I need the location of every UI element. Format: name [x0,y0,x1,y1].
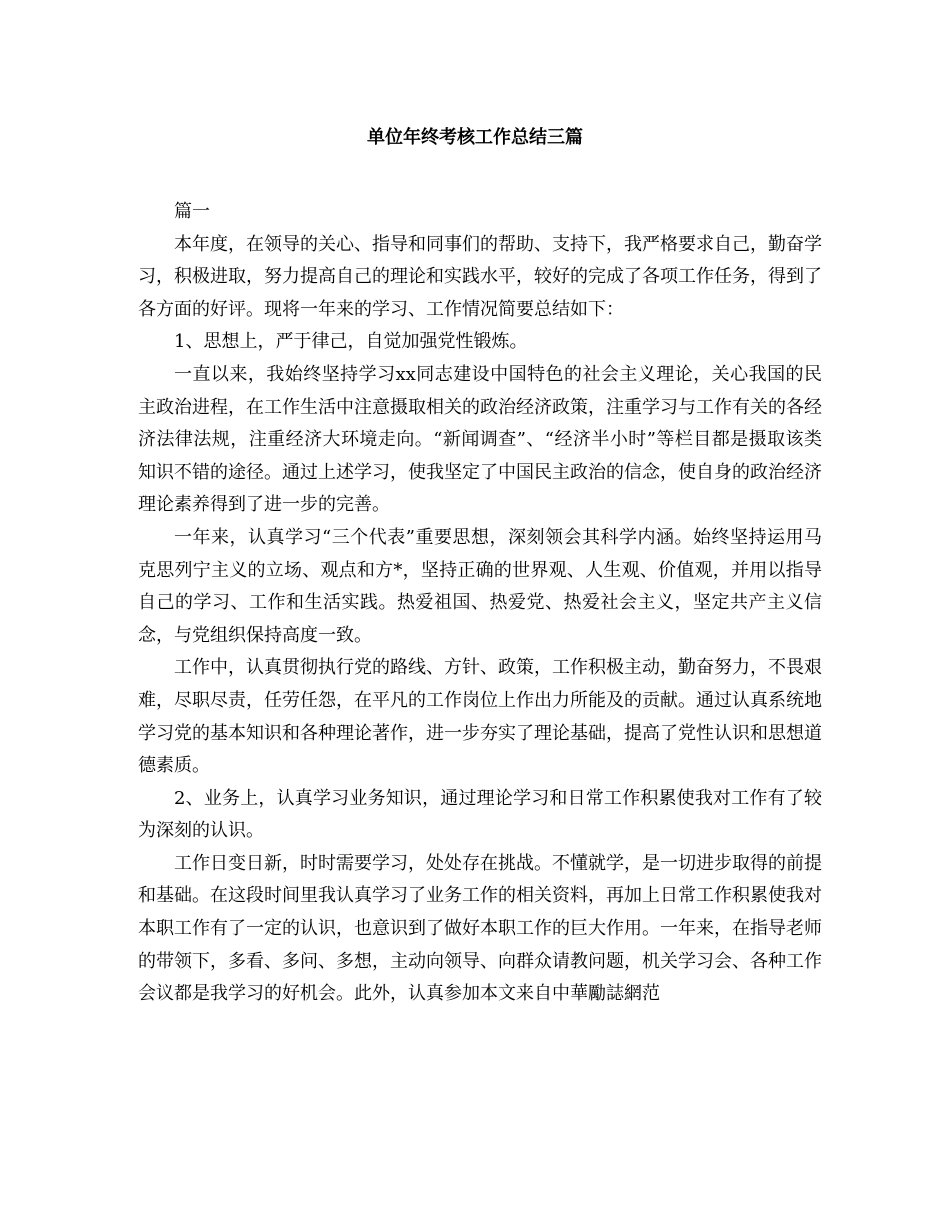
subsection-heading: 1、思想上，严于律己，自觉加强党性锻炼。 [174,331,528,353]
paragraph: 一直以来，我始终坚持学习xx同志建设中国特色的社会主义理论，关心我国的民主政治进程，在工作生活中注意摄取相关的政治经济政策，注重学习与工作有关的各经济法律法规，注重经济大环境走向。“新闻调查”、“经济半小时”等栏目都是摄取该类知识不错的途径。通过上述学习，使我坚定了中国民主政治的信念，使自身的政治经济理论素养得到了进一步的完善。 [138,363,822,516]
subsection-heading: 2、业务上，认真学习业务知识，通过理论学习和日常工作积累使我对工作有了较为深刻的认识。 [138,787,822,842]
document-body [138,196,822,1011]
document-title: 单位年终考核工作总结三篇 [367,127,583,148]
section-heading: 篇一 [174,201,210,222]
paragraph: 工作中，认真贯彻执行党的路线、方针、政策，工作积极主动，勤奋努力，不畏艰难，尽职尽责，任劳任怨，在平凡的工作岗位上作出力所能及的贡献。通过认真系统地学习党的基本知识和各种理论著作，进一步夯实了理论基础，提高了党性认识和思想道德素质。 [138,657,822,777]
paragraph: 一年来，认真学习“三个代表”重要思想，深刻领会其科学内涵。始终坚持运用马克思列宁主义的立场、观点和方*，坚持正确的世界观、人生观、价值观，并用以指导自己的学习、工作和生活实践。热爱祖国、热爱党、热爱社会主义，坚定共产主义信念，与党组织保持高度一致。 [138,526,822,646]
paragraph: 工作日变日新，时时需要学习，处处存在挑战。不懂就学，是一切进步取得的前提和基础。在这段时间里我认真学习了业务工作的相关资料，再加上日常工作积累使我对本职工作有了一定的认识，也意识到了做好本职工作的巨大作用。一年来，在指导老师的带领下，多看、多问、多想，主动向领导、向群众请教问题，机关学习会、各种工作会议都是我学习的好机会。此外，认真参加本文来自中華勵誌網范 [138,852,822,1005]
paragraph: 本年度，在领导的关心、指导和同事们的帮助、支持下，我严格要求自己，勤奋学习，积极进取，努力提高自己的理论和实践水平，较好的完成了各项工作任务，得到了各方面的好评。现将一年来的学习、工作情况简要总结如下： [138,233,822,320]
